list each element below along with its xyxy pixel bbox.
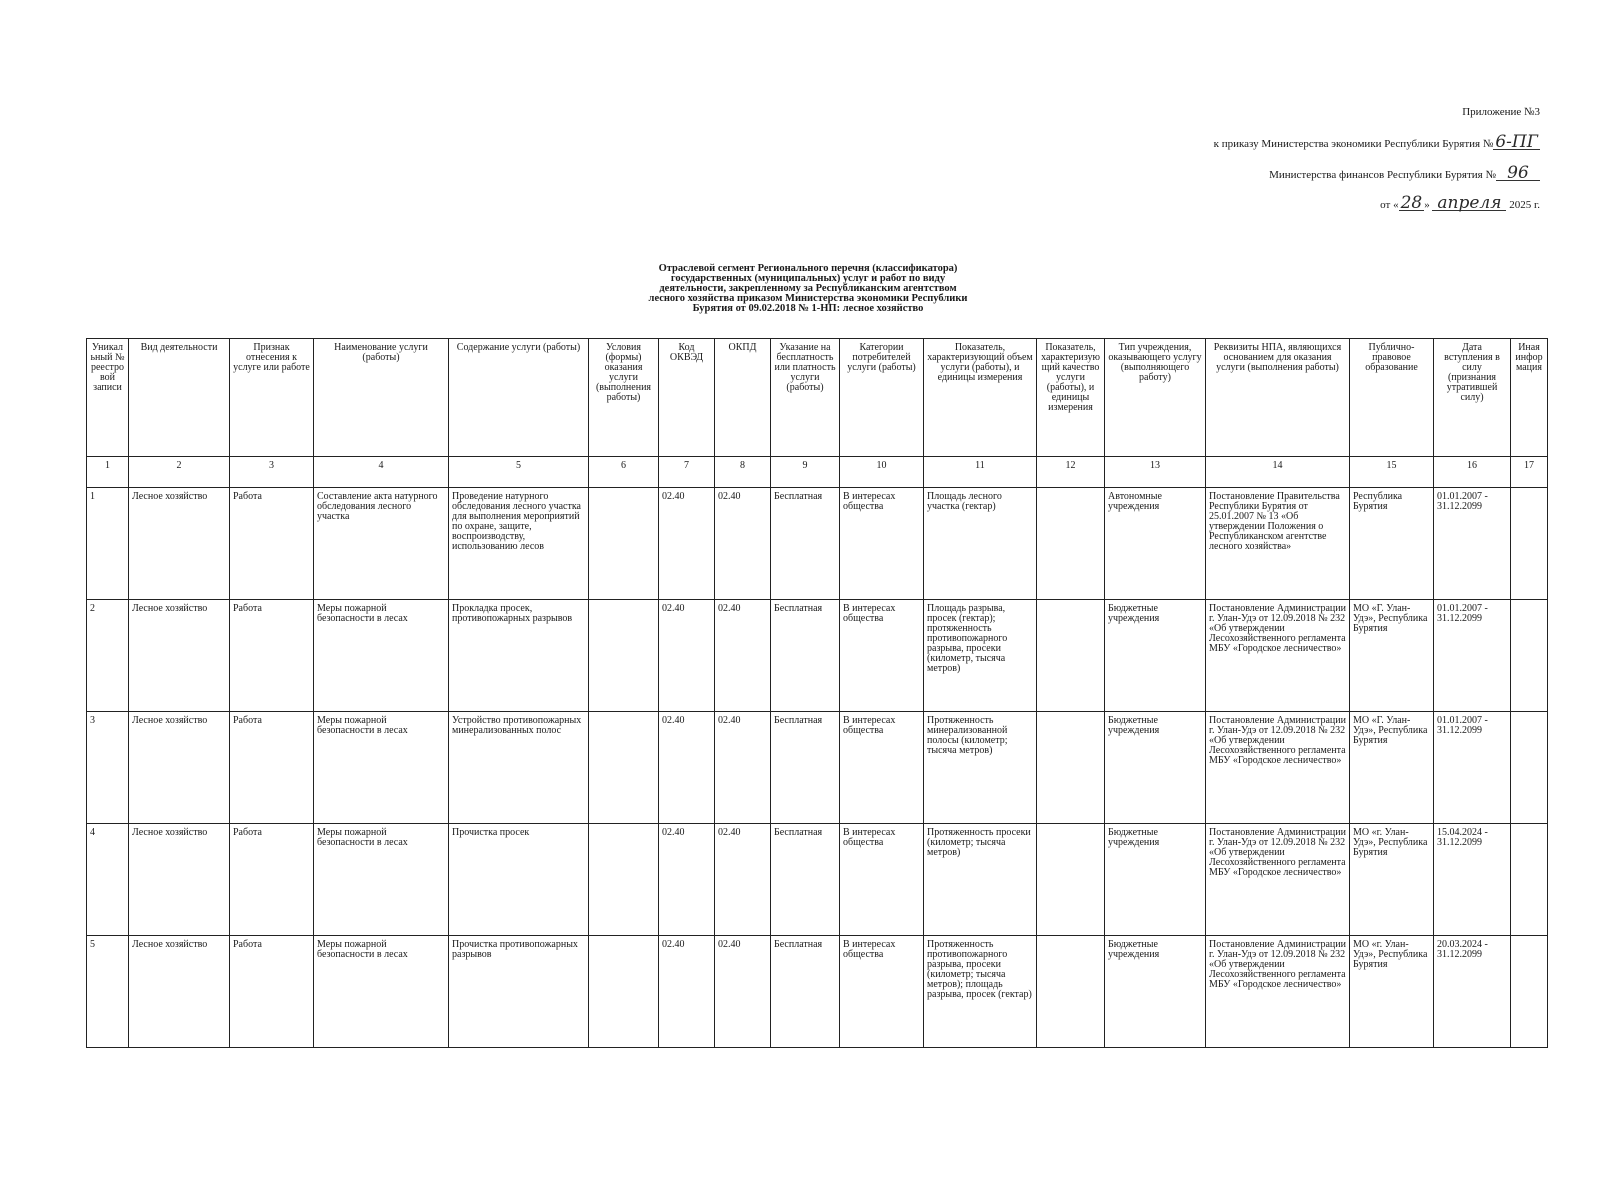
column-number: 9	[771, 457, 840, 488]
cell-activity: Лесное хозяйство	[129, 600, 230, 712]
cell-other-info	[1511, 824, 1548, 936]
cell-okved: 02.40	[659, 488, 715, 600]
table-row	[87, 600, 1548, 712]
header-cell: Публично-правовое образование	[1350, 339, 1434, 457]
table-row	[87, 712, 1548, 824]
cell-quality-indicator	[1037, 600, 1105, 712]
cell-type: Работа	[230, 824, 314, 936]
cell-institution-type: Автономные учреждения	[1105, 488, 1206, 600]
title-line-5: Бурятия от 09.02.2018 № 1-НП: лесное хозяйство	[692, 303, 924, 314]
cell-public-entity: МО «г. Улан-Удэ», Республика Бурятия	[1350, 824, 1434, 936]
cell-record-number: 1	[87, 488, 129, 600]
cell-okved: 02.40	[659, 600, 715, 712]
cell-conditions	[589, 600, 659, 712]
cell-record-number: 5	[87, 936, 129, 1048]
cell-volume-indicator: Площадь разрыва, просек (гектар); протяженность противопожарного разрыва, просеки (километр, тысяча метров)	[924, 600, 1037, 712]
cell-payment: Бесплатная	[771, 824, 840, 936]
order-finance-line	[1269, 163, 1540, 183]
cell-service-name: Составление акта натурного обследования лесного участка	[314, 488, 449, 600]
cell-consumers: В интересах общества	[840, 600, 924, 712]
cell-conditions	[589, 712, 659, 824]
cell-legal-act: Постановление Администрации г. Улан-Удэ от 12.09.2018 № 232 «Об утверждении Лесохозяйственного регламента МБУ «Городское лесничество»	[1206, 824, 1350, 936]
cell-okpd: 02.40	[715, 936, 771, 1048]
cell-okved: 02.40	[659, 936, 715, 1048]
title-line-3: деятельности, закрепленному за Республиканским агентством	[659, 283, 957, 294]
cell-consumers: В интересах общества	[840, 936, 924, 1048]
cell-conditions	[589, 488, 659, 600]
cell-public-entity: Республика Бурятия	[1350, 488, 1434, 600]
cell-volume-indicator: Протяженность противопожарного разрыва, просеки (километр; тысяча метров); площадь разрыва, просек (гектар)	[924, 936, 1037, 1048]
header-cell: Дата вступления в силу (признания утратившей силу)	[1434, 339, 1511, 457]
cell-volume-indicator: Площадь лесного участка (гектар)	[924, 488, 1037, 600]
order-date-line	[1380, 193, 1540, 213]
header-cell: ОКПД	[715, 339, 771, 457]
column-number: 15	[1350, 457, 1434, 488]
date-mid: »	[1424, 199, 1430, 211]
cell-okpd: 02.40	[715, 488, 771, 600]
cell-okpd: 02.40	[715, 712, 771, 824]
header-row	[87, 339, 1548, 457]
header-cell: Показатель, характеризующий качество услуги (работы), и единицы измерения	[1037, 339, 1105, 457]
cell-service-content: Прокладка просек, противопожарных разрывов	[449, 600, 589, 712]
cell-effective-date: 15.04.2024 - 31.12.2099	[1434, 824, 1511, 936]
column-number: 4	[314, 457, 449, 488]
cell-okpd: 02.40	[715, 600, 771, 712]
header-cell: Содержание услуги (работы)	[449, 339, 589, 457]
header-cell: Условия (формы) оказания услуги (выполнения работы)	[589, 339, 659, 457]
cell-payment: Бесплатная	[771, 600, 840, 712]
cell-record-number: 3	[87, 712, 129, 824]
cell-conditions	[589, 936, 659, 1048]
cell-payment: Бесплатная	[771, 712, 840, 824]
column-number: 14	[1206, 457, 1350, 488]
cell-other-info	[1511, 488, 1548, 600]
cell-record-number: 4	[87, 824, 129, 936]
cell-okved: 02.40	[659, 824, 715, 936]
cell-type: Работа	[230, 600, 314, 712]
order-economy-line	[1213, 132, 1540, 152]
cell-payment: Бесплатная	[771, 488, 840, 600]
cell-legal-act: Постановление Администрации г. Улан-Удэ от 12.09.2018 № 232 «Об утверждении Лесохозяйственного регламента МБУ «Городское лесничество»	[1206, 936, 1350, 1048]
cell-conditions	[589, 824, 659, 936]
column-number: 7	[659, 457, 715, 488]
cell-activity: Лесное хозяйство	[129, 712, 230, 824]
cell-public-entity: МО «Г. Улан-Удэ», Республика Бурятия	[1350, 712, 1434, 824]
cell-legal-act: Постановление Администрации г. Улан-Удэ от 12.09.2018 № 232 «Об утверждении Лесохозяйственного регламента МБУ «Городское лесничество»	[1206, 712, 1350, 824]
cell-type: Работа	[230, 488, 314, 600]
cell-volume-indicator: Протяженность просеки (километр; тысяча метров)	[924, 824, 1037, 936]
cell-consumers: В интересах общества	[840, 712, 924, 824]
order-economy-prefix: к приказу Министерства экономики Республики Бурятия №	[1213, 138, 1494, 150]
cell-other-info	[1511, 712, 1548, 824]
title-line-4: лесного хозяйства приказом Министерства экономики Республики	[648, 293, 968, 304]
cell-institution-type: Бюджетные учреждения	[1105, 600, 1206, 712]
cell-consumers: В интересах общества	[840, 824, 924, 936]
date-month: апреля	[1432, 196, 1506, 211]
cell-quality-indicator	[1037, 936, 1105, 1048]
cell-public-entity: МО «Г. Улан-Удэ», Республика Бурятия	[1350, 600, 1434, 712]
cell-service-name: Меры пожарной безопасности в лесах	[314, 824, 449, 936]
cell-okpd: 02.40	[715, 824, 771, 936]
header-cell: Код ОКВЭД	[659, 339, 715, 457]
header-cell: Категории потребителей услуги (работы)	[840, 339, 924, 457]
document-title	[548, 264, 1068, 314]
header-cell: Иная информация	[1511, 339, 1548, 457]
cell-type: Работа	[230, 936, 314, 1048]
cell-institution-type: Бюджетные учреждения	[1105, 936, 1206, 1048]
cell-okved: 02.40	[659, 712, 715, 824]
cell-activity: Лесное хозяйство	[129, 488, 230, 600]
header-cell: Тип учреждения, оказывающего услугу (выполняющего работу)	[1105, 339, 1206, 457]
column-number: 3	[230, 457, 314, 488]
header-cell: Указание на бесплатность или платность услуги (работы)	[771, 339, 840, 457]
cell-other-info	[1511, 936, 1548, 1048]
registry-table	[86, 338, 1548, 1048]
cell-service-content: Проведение натурного обследования лесного участка для выполнения мероприятий по охране, защите, воспроизводству, использованию лесов	[449, 488, 589, 600]
cell-service-name: Меры пожарной безопасности в лесах	[314, 936, 449, 1048]
column-number: 13	[1105, 457, 1206, 488]
cell-effective-date: 01.01.2007 - 31.12.2099	[1434, 600, 1511, 712]
column-number-row	[87, 457, 1548, 488]
order-finance-prefix: Министерства финансов Республики Бурятия №	[1269, 169, 1496, 181]
table-row	[87, 488, 1548, 600]
header-cell: Уникальный № реестровой записи	[87, 339, 129, 457]
cell-service-content: Прочистка просек	[449, 824, 589, 936]
cell-effective-date: 01.01.2007 - 31.12.2099	[1434, 712, 1511, 824]
cell-quality-indicator	[1037, 488, 1105, 600]
column-number: 2	[129, 457, 230, 488]
cell-record-number: 2	[87, 600, 129, 712]
cell-legal-act: Постановление Правительства Республики Бурятия от 25.01.2007 № 13 «Об утверждении Положения о Республиканском агентстве лесного хозяйства»	[1206, 488, 1350, 600]
table-row	[87, 936, 1548, 1048]
date-prefix: от «	[1380, 199, 1399, 211]
column-number: 17	[1511, 457, 1548, 488]
cell-quality-indicator	[1037, 824, 1105, 936]
cell-volume-indicator: Протяженность минерализованной полосы (километр; тысяча метров)	[924, 712, 1037, 824]
date-year: 2025 г.	[1509, 199, 1540, 211]
cell-quality-indicator	[1037, 712, 1105, 824]
cell-payment: Бесплатная	[771, 936, 840, 1048]
column-number: 5	[449, 457, 589, 488]
cell-service-content: Устройство противопожарных минерализованных полос	[449, 712, 589, 824]
column-number: 8	[715, 457, 771, 488]
order-economy-number: 6-ПГ	[1495, 132, 1538, 152]
cell-type: Работа	[230, 712, 314, 824]
title-line-2: государственных (муниципальных) услуг и работ по виду	[670, 273, 946, 284]
header-cell: Признак отнесения к услуге или работе	[230, 339, 314, 457]
cell-consumers: В интересах общества	[840, 488, 924, 600]
cell-institution-type: Бюджетные учреждения	[1105, 712, 1206, 824]
cell-service-name: Меры пожарной безопасности в лесах	[314, 600, 449, 712]
column-number: 6	[589, 457, 659, 488]
order-finance-number: 96	[1496, 166, 1540, 181]
cell-public-entity: МО «г. Улан-Удэ», Республика Бурятия	[1350, 936, 1434, 1048]
header-cell: Вид деятельности	[129, 339, 230, 457]
column-number: 12	[1037, 457, 1105, 488]
cell-effective-date: 01.01.2007 - 31.12.2099	[1434, 488, 1511, 600]
title-line-1: Отраслевой сегмент Регионального перечня (классификатора)	[658, 263, 958, 274]
cell-legal-act: Постановление Администрации г. Улан-Удэ от 12.09.2018 № 232 «Об утверждении Лесохозяйственного регламента МБУ «Городское лесничество»	[1206, 600, 1350, 712]
date-day: 28	[1400, 193, 1423, 213]
cell-effective-date: 20.03.2024 - 31.12.2099	[1434, 936, 1511, 1048]
cell-other-info	[1511, 600, 1548, 712]
table-row	[87, 824, 1548, 936]
header-cell: Наименование услуги (работы)	[314, 339, 449, 457]
column-number: 16	[1434, 457, 1511, 488]
cell-activity: Лесное хозяйство	[129, 824, 230, 936]
cell-service-name: Меры пожарной безопасности в лесах	[314, 712, 449, 824]
column-number: 10	[840, 457, 924, 488]
column-number: 1	[87, 457, 129, 488]
cell-service-content: Прочистка противопожарных разрывов	[449, 936, 589, 1048]
header-cell: Показатель, характеризующий объем услуги (работы), и единицы измерения	[924, 339, 1037, 457]
cell-activity: Лесное хозяйство	[129, 936, 230, 1048]
column-number: 11	[924, 457, 1037, 488]
header-cell: Реквизиты НПА, являющихся основанием для оказания услуги (выполнения работы)	[1206, 339, 1350, 457]
appendix-label: Приложение №3	[1462, 106, 1540, 118]
cell-institution-type: Бюджетные учреждения	[1105, 824, 1206, 936]
